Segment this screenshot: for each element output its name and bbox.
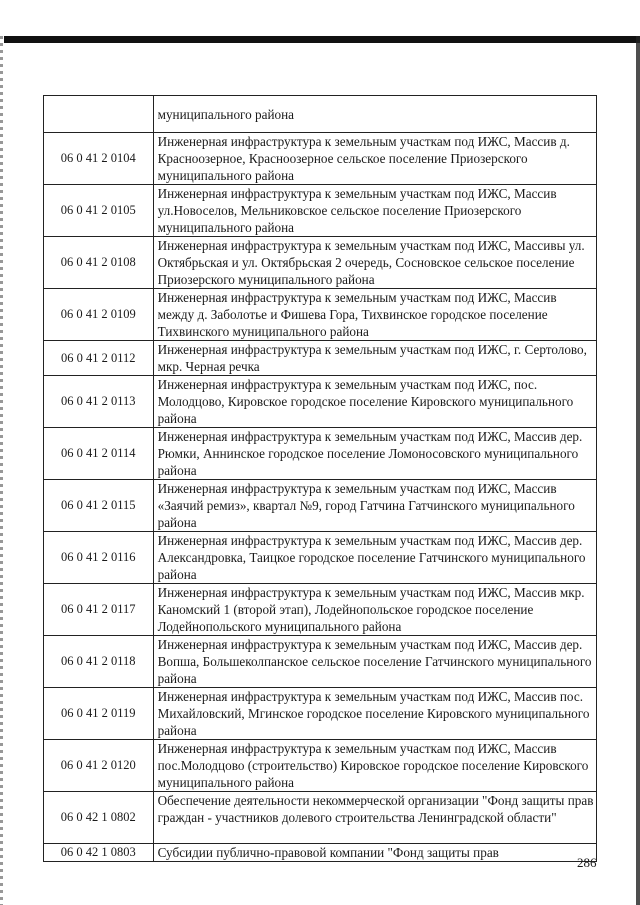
code-cell: 06 0 41 2 0115 (44, 480, 154, 532)
description-cell: Инженерная инфраструктура к земельным участкам под ИЖС, пос. Молодцово, Кировское городское поселение Кировского муниципального района (153, 376, 596, 428)
code-cell: 06 0 41 2 0104 (44, 133, 154, 185)
table-row (44, 133, 597, 185)
code-cell: 06 0 42 1 0803 (44, 844, 154, 862)
table-row (44, 584, 597, 636)
code-cell: 06 0 41 2 0112 (44, 341, 154, 376)
description-cell: Инженерная инфраструктура к земельным участкам под ИЖС, Массив дер. Вопша, Большеколпанское сельское поселение Гатчинского муниципального района (153, 636, 596, 688)
table-row (44, 341, 597, 376)
scan-left-edge (0, 36, 3, 905)
description-cell: Инженерная инфраструктура к земельным участкам под ИЖС, Массивы ул. Октябрьская и ул. Октябрьская 2 очередь, Сосновское сельское поселение Приозерского муниципального района (153, 237, 596, 289)
table-row (44, 185, 597, 237)
description-cell: Инженерная инфраструктура к земельным участкам под ИЖС, Массив ул.Новоселов, Мельниковское сельское поселение Приозерского муниципального района (153, 185, 596, 237)
code-cell: 06 0 41 2 0120 (44, 740, 154, 792)
scan-top-border (4, 36, 640, 43)
description-cell: Инженерная инфраструктура к земельным участкам под ИЖС, Массив между д. Заболотье и Фишева Гора, Тихвинское городское поселение Тихвинского муниципального района (153, 289, 596, 341)
table-row (44, 480, 597, 532)
code-cell: 06 0 41 2 0116 (44, 532, 154, 584)
description-cell: Инженерная инфраструктура к земельным участкам под ИЖС, Массив дер. Рюмки, Аннинское городское поселение Ломоносовского муниципального района (153, 428, 596, 480)
description-cell: Инженерная инфраструктура к земельным участкам под ИЖС, г. Сертолово, мкр. Черная речка (153, 341, 596, 376)
table-row (44, 636, 597, 688)
description-cell: Инженерная инфраструктура к земельным участкам под ИЖС, Массив мкр. Каномский 1 (второй этап), Лодейнопольское городское поселение Лодейнопольского муниципального района (153, 584, 596, 636)
table-row (44, 96, 597, 133)
code-cell: 06 0 41 2 0105 (44, 185, 154, 237)
page-number: 286 (577, 855, 597, 870)
table-row (44, 688, 597, 740)
description-cell: Инженерная инфраструктура к земельным участкам под ИЖС, Массив дер. Александровка, Таицкое городское поселение Гатчинского муниципального района (153, 532, 596, 584)
description-cell: Инженерная инфраструктура к земельным участкам под ИЖС, Массив д. Красноозерное, Красноозерное сельское поселение Приозерского муниципального района (153, 133, 596, 185)
code-cell: 06 0 41 2 0109 (44, 289, 154, 341)
description-cell: Обеспечение деятельности некоммерческой организации "Фонд защиты прав граждан - участников долевого строительства Ленинградской области" (153, 792, 596, 844)
budget-code-table (43, 95, 597, 862)
code-cell (44, 96, 154, 133)
code-cell: 06 0 41 2 0113 (44, 376, 154, 428)
table-row (44, 428, 597, 480)
description-cell: Инженерная инфраструктура к земельным участкам под ИЖС, Массив «Заячий ремиз», квартал №9, город Гатчина Гатчинского муниципального района (153, 480, 596, 532)
table-row (44, 289, 597, 341)
description-cell: Инженерная инфраструктура к земельным участкам под ИЖС, Массив пос.Молодцово (строительство) Кировское городское поселение Кировского муниципального района (153, 740, 596, 792)
table-row (44, 844, 597, 862)
description-cell: муниципального района (153, 96, 596, 133)
code-cell: 06 0 41 2 0108 (44, 237, 154, 289)
code-cell: 06 0 41 2 0119 (44, 688, 154, 740)
description-cell: Инженерная инфраструктура к земельным участкам под ИЖС, Массив пос. Михайловский, Мгинское городское поселение Кировского муниципального района (153, 688, 596, 740)
table-row (44, 376, 597, 428)
table-row (44, 792, 597, 844)
code-cell: 06 0 42 1 0802 (44, 792, 154, 844)
code-cell: 06 0 41 2 0117 (44, 584, 154, 636)
code-cell: 06 0 41 2 0114 (44, 428, 154, 480)
scan-right-edge (636, 36, 640, 905)
table-row (44, 532, 597, 584)
description-cell: Субсидии публично-правовой компании "Фонд защиты прав (153, 844, 596, 862)
table-row (44, 237, 597, 289)
table-row (44, 740, 597, 792)
code-cell: 06 0 41 2 0118 (44, 636, 154, 688)
